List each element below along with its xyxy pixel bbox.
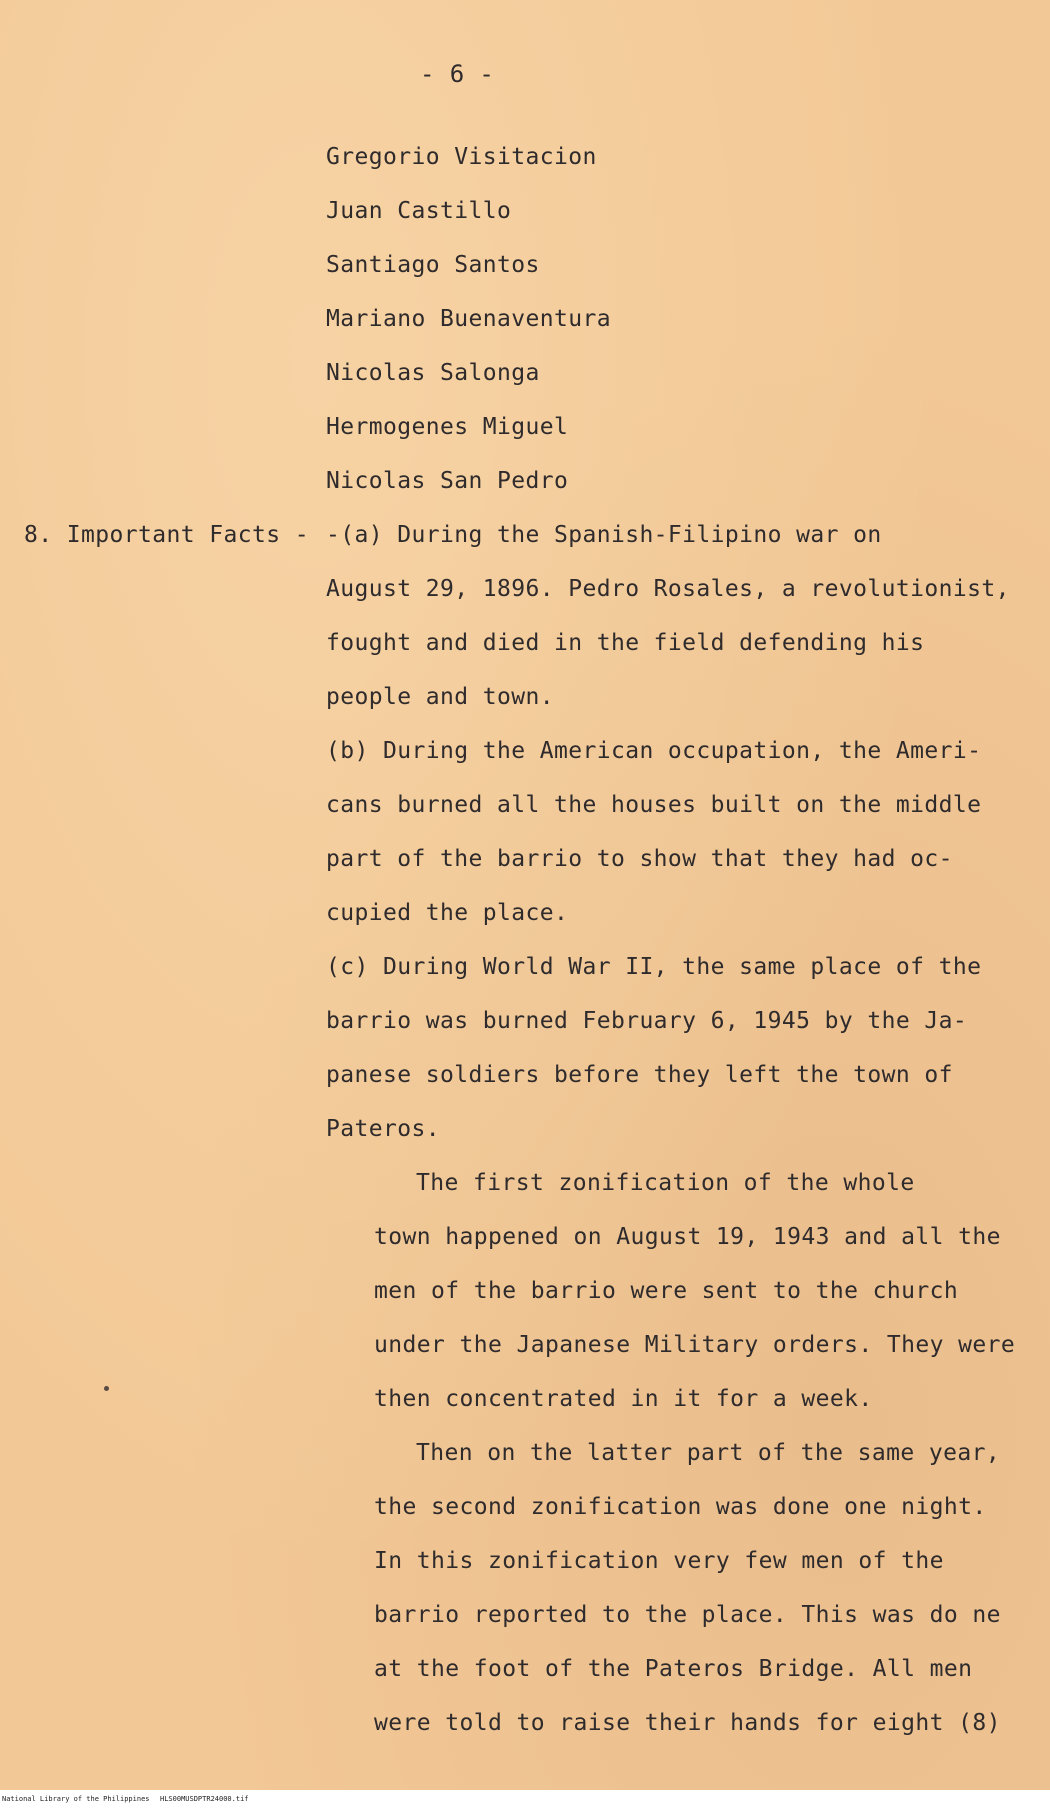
text-line: barrio was burned February 6, 1945 by the Ja- [326, 1008, 968, 1034]
text-line: The first zonification of the whole [416, 1170, 915, 1196]
name-item: Nicolas San Pedro [326, 468, 569, 494]
text-line: men of the barrio were sent to the church [374, 1278, 959, 1304]
name-item: Hermogenes Miguel [326, 414, 569, 440]
footer-filename: HLS00MUSDPTR24000.tif [160, 1795, 249, 1803]
text-line: -(a) During the Spanish-Filipino war on [326, 522, 882, 548]
text-line: (b) During the American occupation, the Ameri- [326, 738, 982, 764]
name-item: Juan Castillo [326, 198, 512, 224]
text-line: then concentrated in it for a week. [374, 1386, 873, 1412]
text-line: Pateros. [326, 1116, 440, 1142]
text-line: cans burned all the houses built on the middle [326, 792, 982, 818]
text-line: at the foot of the Pateros Bridge. All men [374, 1656, 973, 1682]
page-number: - 6 - [420, 60, 495, 88]
name-item: Nicolas Salonga [326, 360, 540, 386]
text-line: (c) During World War II, the same place of the [326, 954, 982, 980]
section-label: 8. Important Facts - [24, 522, 309, 548]
text-line: under the Japanese Military orders. They were [374, 1332, 1016, 1358]
text-line: part of the barrio to show that they had oc- [326, 846, 953, 872]
text-line: In this zonification very few men of the [374, 1548, 944, 1574]
scan-footer [0, 1790, 1050, 1808]
text-line: panese soldiers before they left the town of [326, 1062, 953, 1088]
text-line: cupied the place. [326, 900, 569, 926]
text-line: people and town. [326, 684, 554, 710]
name-item: Gregorio Visitacion [326, 144, 597, 170]
text-line: the second zonification was done one night. [374, 1494, 987, 1520]
text-line: were told to raise their hands for eight (8) [374, 1710, 1001, 1736]
text-line: August 29, 1896. Pedro Rosales, a revolutionist, [326, 576, 1010, 602]
text-line: town happened on August 19, 1943 and all the [374, 1224, 1001, 1250]
name-item: Santiago Santos [326, 252, 540, 278]
text-line: barrio reported to the place. This was do ne [374, 1602, 1001, 1628]
name-item: Mariano Buenaventura [326, 306, 611, 332]
text-line: Then on the latter part of the same year, [416, 1440, 1001, 1466]
ink-speck [104, 1386, 109, 1391]
text-line: fought and died in the field defending his [326, 630, 925, 656]
footer-source: National Library of the Philippines [2, 1795, 150, 1803]
